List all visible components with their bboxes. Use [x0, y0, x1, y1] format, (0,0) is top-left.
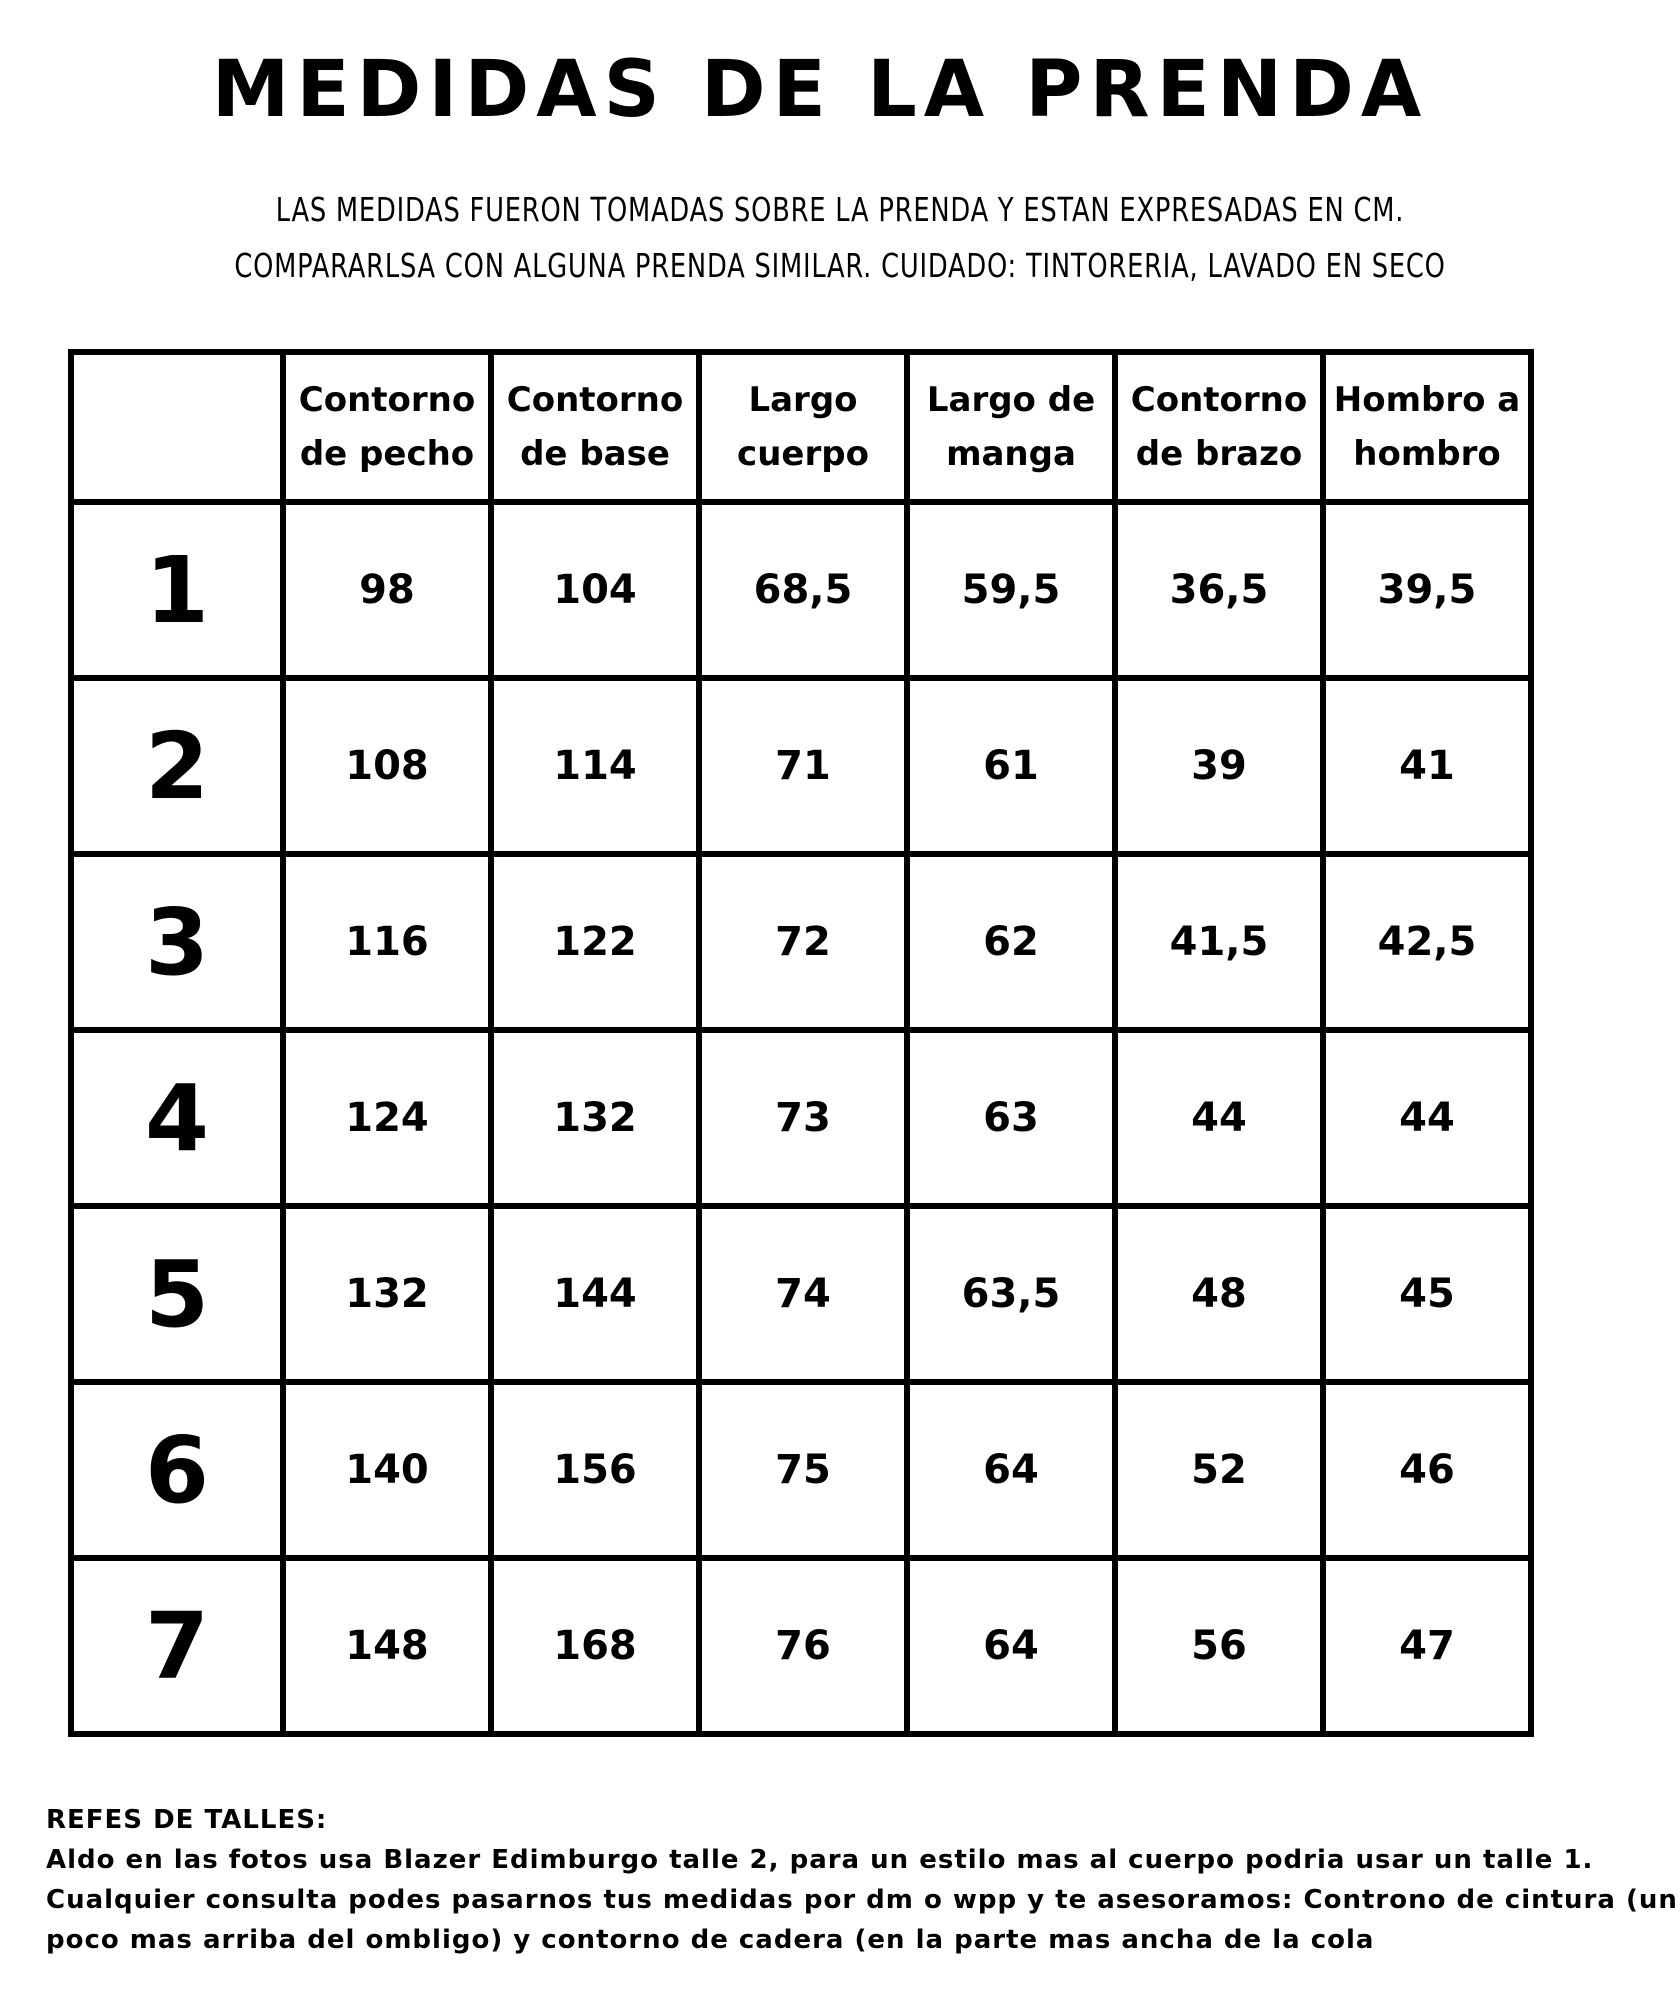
table-cell: 75: [699, 1382, 907, 1558]
table-row: [71, 1206, 1531, 1382]
table-row: [71, 1030, 1531, 1206]
table-row: [71, 1558, 1531, 1734]
table-cell: 74: [699, 1206, 907, 1382]
table-cell: 124: [283, 1030, 491, 1206]
table-cell: 41,5: [1115, 854, 1323, 1030]
table-cell: 52: [1115, 1382, 1323, 1558]
table-cell: 98: [283, 502, 491, 678]
table-row: [71, 502, 1531, 678]
table-cell: 61: [907, 678, 1115, 854]
notes-line: poco mas arriba del ombligo) y contorno de cadera (en la parte mas ancha de la cola: [46, 1925, 1375, 1955]
size-label: 2: [71, 678, 283, 854]
page-title: MEDIDAS DE LA PRENDA: [211, 45, 1429, 135]
table-cell: 104: [491, 502, 699, 678]
notes-line: Cualquier consulta podes pasarnos tus medidas por dm o wpp y te asesoramos: Controno de cintura (un: [46, 1885, 1678, 1915]
table-cell: 132: [283, 1206, 491, 1382]
table-cell: 116: [283, 854, 491, 1030]
table-cell: 140: [283, 1382, 491, 1558]
table-cell: 47: [1323, 1558, 1531, 1734]
table-cell: 73: [699, 1030, 907, 1206]
subtitle-line-1: LAS MEDIDAS FUERON TOMADAS SOBRE LA PRENDA Y ESTAN EXPRESADAS EN CM.: [275, 190, 1405, 229]
size-reference-notes: [46, 1800, 1678, 1960]
table-cell: 132: [491, 1030, 699, 1206]
size-label: 4: [71, 1030, 283, 1206]
table-cell: 36,5: [1115, 502, 1323, 678]
subtitle-line-2: COMPARARLSA CON ALGUNA PRENDA SIMILAR. CUIDADO: TINTORERIA, LAVADO EN SECO: [234, 246, 1446, 285]
table-cell: 144: [491, 1206, 699, 1382]
table-cell: 64: [907, 1558, 1115, 1734]
table-row: [71, 678, 1531, 854]
table-cell: 46: [1323, 1382, 1531, 1558]
header-contorno-de-pecho: Contorno de pecho: [283, 352, 491, 502]
table-cell: 68,5: [699, 502, 907, 678]
table-cell: 41: [1323, 678, 1531, 854]
table-cell: 63: [907, 1030, 1115, 1206]
header-contorno-de-brazo: Contorno de brazo: [1115, 352, 1323, 502]
table-cell: 44: [1323, 1030, 1531, 1206]
header-largo-cuerpo: Largo cuerpo: [699, 352, 907, 502]
table-cell: 168: [491, 1558, 699, 1734]
table-cell: 148: [283, 1558, 491, 1734]
size-label: 1: [71, 502, 283, 678]
table-cell: 71: [699, 678, 907, 854]
table-cell: 64: [907, 1382, 1115, 1558]
table-cell: 76: [699, 1558, 907, 1734]
table-cell: 39,5: [1323, 502, 1531, 678]
table-cell: 44: [1115, 1030, 1323, 1206]
table-header-row: [71, 352, 1531, 502]
header-largo-de-manga: Largo de manga: [907, 352, 1115, 502]
size-label: 3: [71, 854, 283, 1030]
table-cell: 63,5: [907, 1206, 1115, 1382]
size-label: 7: [71, 1558, 283, 1734]
table-cell: 59,5: [907, 502, 1115, 678]
table-cell: 56: [1115, 1558, 1323, 1734]
table-cell: 62: [907, 854, 1115, 1030]
table-cell: 122: [491, 854, 699, 1030]
header-contorno-de-base: Contorno de base: [491, 352, 699, 502]
table-cell: 108: [283, 678, 491, 854]
size-label: 5: [71, 1206, 283, 1382]
table-cell: 48: [1115, 1206, 1323, 1382]
header-corner-cell: [71, 352, 283, 502]
notes-heading: REFES DE TALLES:: [46, 1805, 328, 1835]
table-cell: 156: [491, 1382, 699, 1558]
table-cell: 72: [699, 854, 907, 1030]
table-cell: 114: [491, 678, 699, 854]
table-cell: 45: [1323, 1206, 1531, 1382]
table-row: [71, 1382, 1531, 1558]
table-row: [71, 854, 1531, 1030]
table-cell: 39: [1115, 678, 1323, 854]
notes-line: Aldo en las fotos usa Blazer Edimburgo talle 2, para un estilo mas al cuerpo podria usar un talle 1.: [46, 1845, 1594, 1875]
table-cell: 42,5: [1323, 854, 1531, 1030]
size-chart-table: [68, 349, 1534, 1737]
header-hombro-a-hombro: Hombro a hombro: [1323, 352, 1531, 502]
size-label: 6: [71, 1382, 283, 1558]
